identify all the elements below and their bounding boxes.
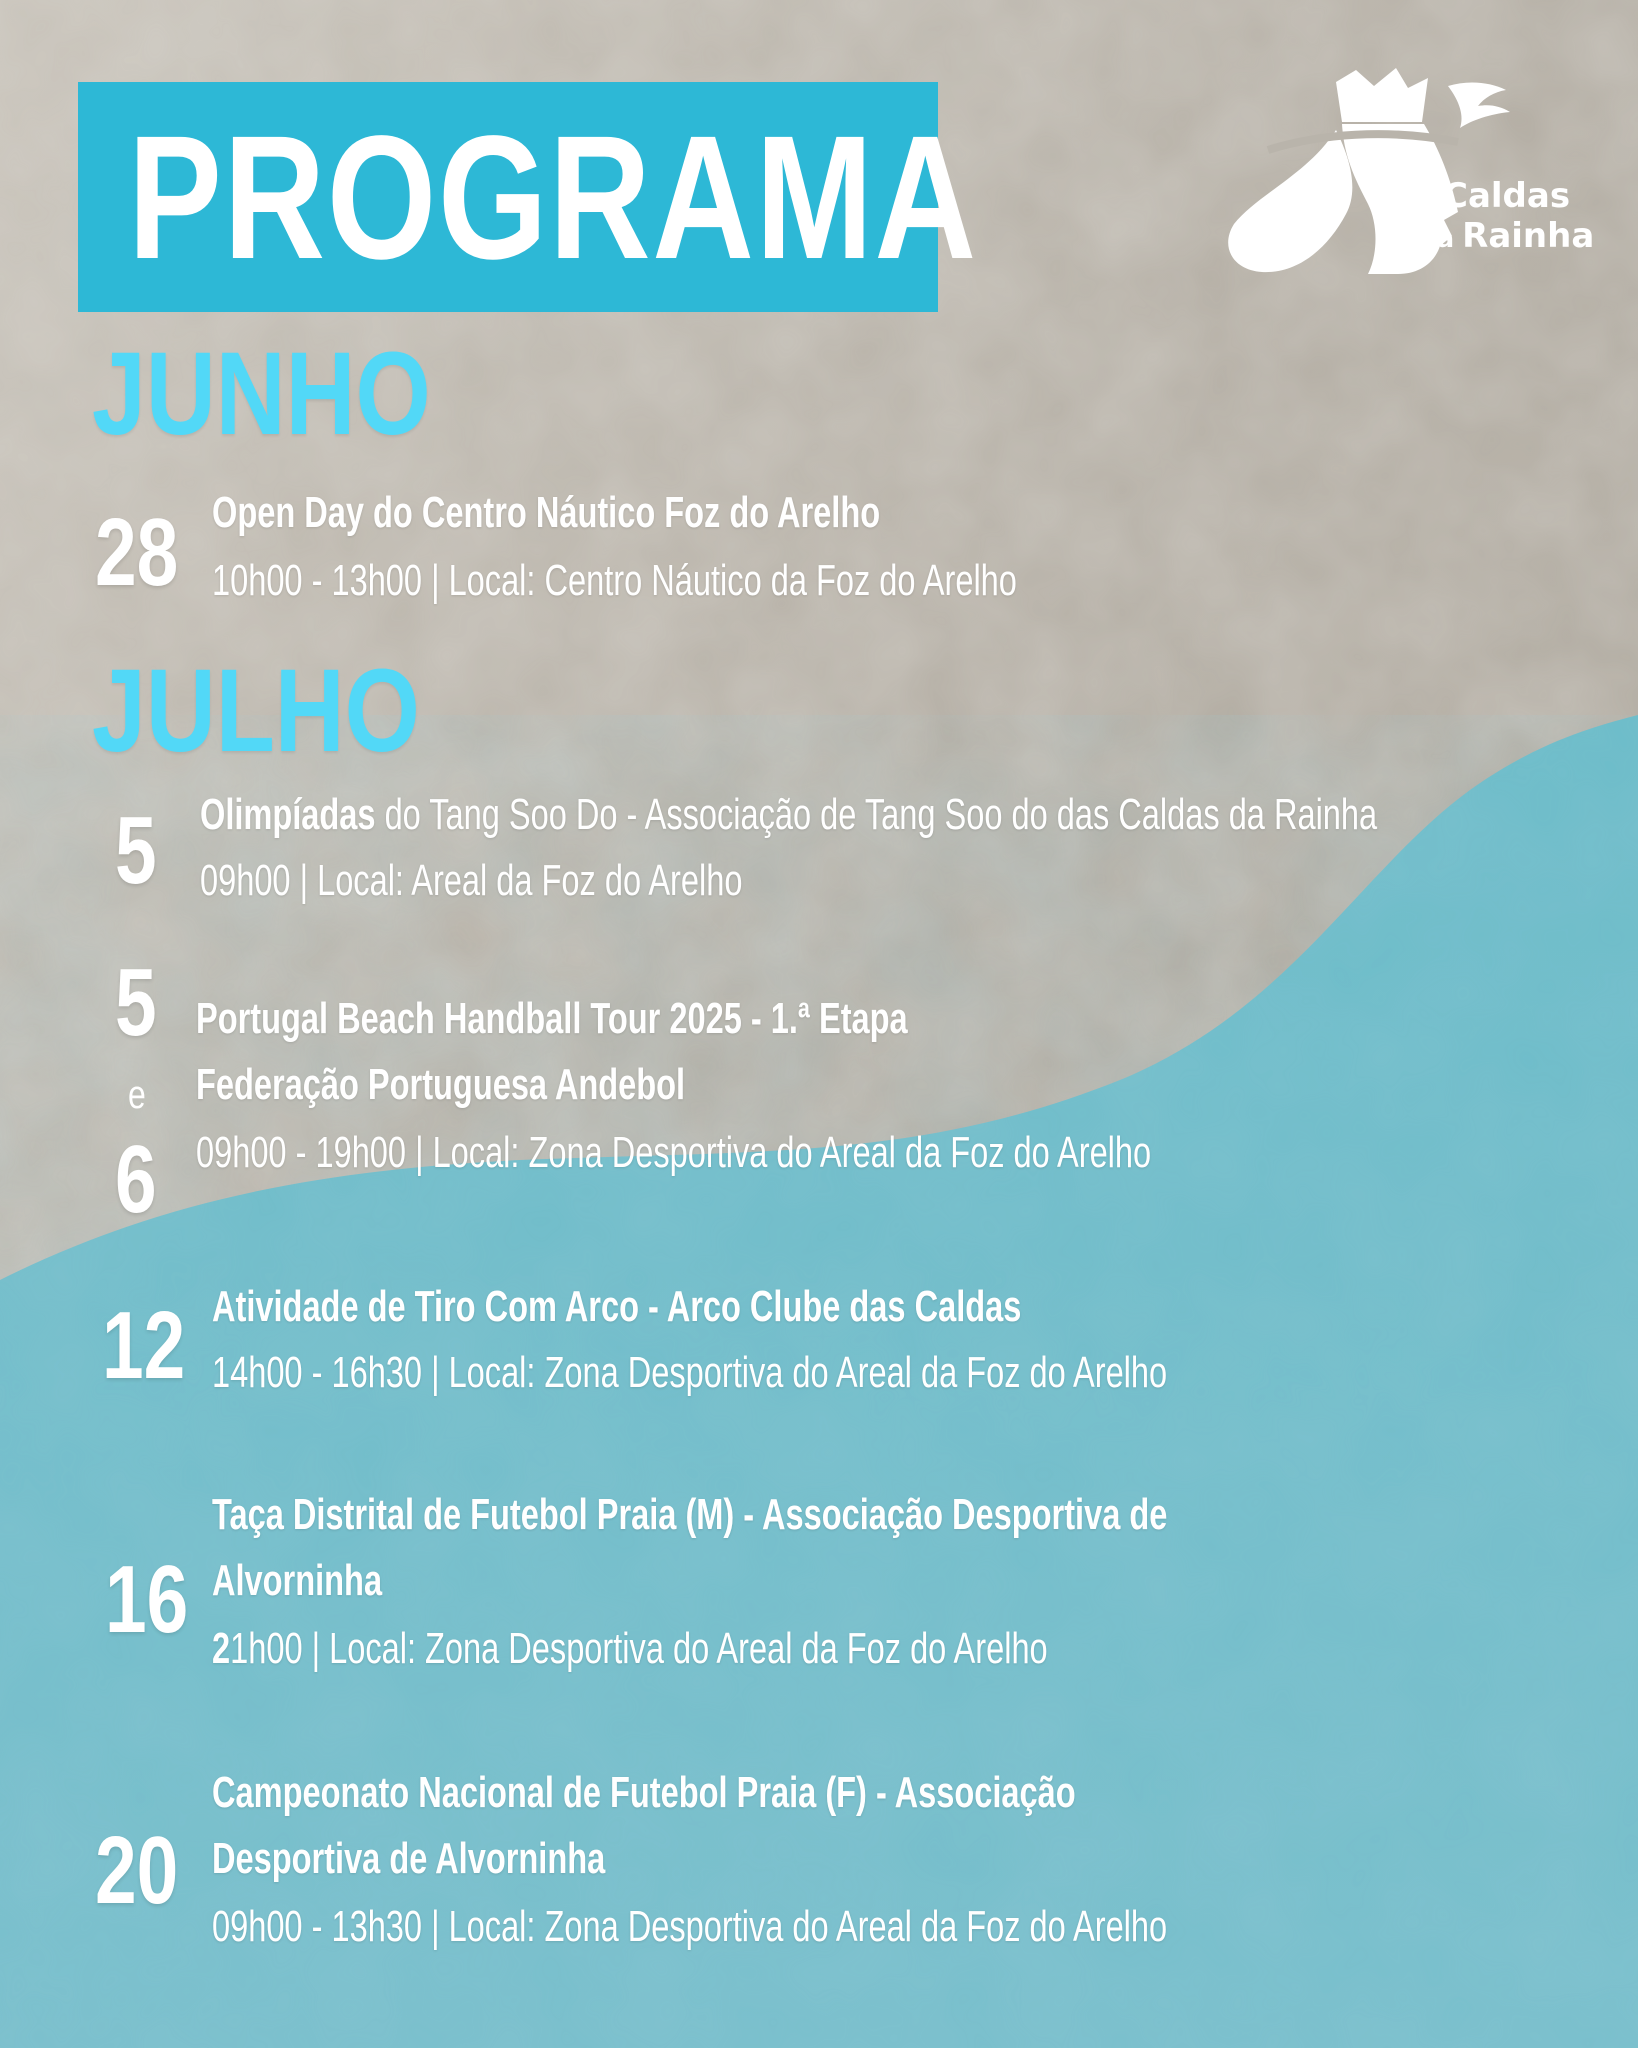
caldas-da-rainha-logo [1228,64,1608,294]
logo-text-rainha: Rainha [1462,216,1595,256]
event-details: 14h00 - 16h30 | Local: Zona Desportiva do Areal da Foz do Arelho [212,1348,1168,1397]
event-day-separator: e [128,1073,146,1117]
event-details-bold: 2 [212,1624,231,1673]
logo-text-caldas: Caldas [1443,176,1571,216]
event-day: 20 [95,1817,179,1924]
event-day-end: 6 [115,1126,157,1233]
page-title: PROGRAMA [128,100,978,296]
title-banner [78,82,978,312]
event-details-rest: 1h00 | Local: Zona Desportiva do Areal da Foz do Arelho [230,1624,1048,1673]
event-title-line2: Desportiva de Alvorninha [212,1834,606,1883]
month-june: JUNHO [92,328,431,460]
month-july: JULHO [92,645,420,777]
event-details: 09h00 | Local: Areal da Foz do Arelho [200,856,743,905]
event-day: 28 [95,499,179,606]
event-day: 16 [105,1546,189,1653]
event-day-start: 5 [115,949,157,1056]
event-title: Open Day do Centro Náutico Foz do Arelho [212,488,881,537]
event-title-line1: Campeonato Nacional de Futebol Praia (F) - Associação [212,1768,1076,1817]
event-title-line1: Taça Distrital de Futebol Praia (M) - Associação Desportiva de [212,1490,1168,1539]
event-title-line1: Portugal Beach Handball Tour 2025 - 1.ª Etapa [196,994,908,1043]
event-title-bold: Olimpíadas [200,790,376,839]
event-title-line2: Federação Portuguesa Andebol [196,1060,686,1109]
event-day: 12 [102,1292,186,1399]
event-details [212,1624,1048,1674]
event-title-rest: do Tang Soo Do - Associação de Tang Soo do das Caldas da Rainha [375,790,1378,839]
event-title [200,790,1377,840]
event-title: Atividade de Tiro Com Arco - Arco Clube das Caldas [212,1282,1022,1331]
logo-text-da: da [1418,224,1455,254]
event-details: 10h00 - 13h00 | Local: Centro Náutico da Foz do Arelho [212,556,1017,605]
logo-text-da-rainha [1418,216,1594,256]
event-day: 5 [115,797,157,904]
event-details: 09h00 - 13h30 | Local: Zona Desportiva do Areal da Foz do Arelho [212,1902,1168,1951]
event-details: 09h00 - 19h00 | Local: Zona Desportiva do Areal da Foz do Arelho [196,1128,1152,1177]
event-title-line2: Alvorninha [212,1556,383,1605]
